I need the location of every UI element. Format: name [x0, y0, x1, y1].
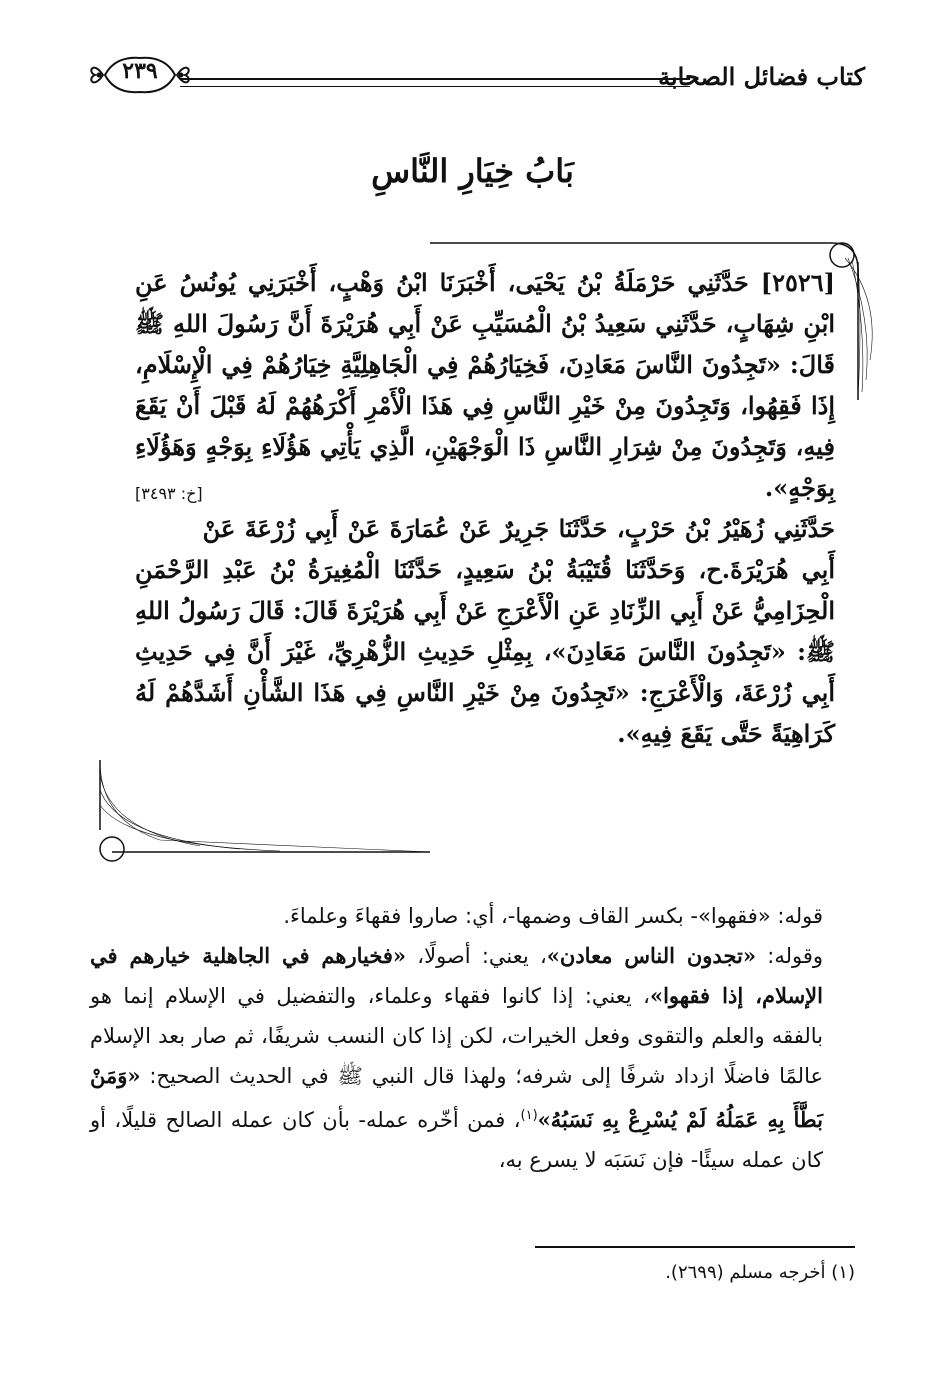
quoted-hadith-phrase: «فخيارهم في الجاهلية خيارهم في الإسلام، إذا فقهوا»: [90, 943, 823, 1008]
commentary-paragraph-2: [90, 936, 855, 1180]
hadith-2526: [135, 262, 835, 508]
quoted-hadith-phrase: «وَمَنْ بَطَّأَ بِهِ عَمَلُهُ لَمْ يُسْرِعْ بِهِ نَسَبُهُ»: [90, 1063, 823, 1132]
quoted-hadith-phrase: «تجدون الناس معادن»: [546, 943, 756, 968]
page-header: [85, 52, 865, 102]
hadith-2526-second-chain: حَدَّثَنِي زُهَيْرُ بْنُ حَرْبٍ، حَدَّثَنَا جَرِيرٌ عَنْ عُمَارَةَ عَنْ أَبِي زُرْعَةَ عَنْ أَبِي هُرَيْرَةَ.ح، وَحَدَّثَنَا قُتَيْبَةُ بْنُ سَعِيدٍ، حَدَّثَنَا الْمُغِيرَةُ بْنُ عَبْدِ الرَّحْمَنِ الْحِزَامِيُّ عَنْ أَبِي الزِّنَادِ عَنِ الْأَعْرَجِ عَنْ أَبِي هُرَيْرَةَ قَالَ: قَالَ رَسُولُ اللهِ ﷺ: «تَجِدُونَ النَّاسَ مَعَادِنَ»، بِمِثْلِ حَدِيثِ الزُّهْرِيِّ، غَيْرَ أَنَّ فِي حَدِيثِ أَبِي زُرْعَةَ، وَالْأَعْرَجِ: «تَجِدُونَ مِنْ خَيْرِ النَّاسِ فِي هَذَا الشَّأْنِ أَشَدَّهُمْ لَهُ كَرَاهِيَةً حَتَّى يَقَعَ فِيهِ».: [135, 514, 835, 748]
header-rule: [180, 78, 690, 87]
footnote-marker: (١): [520, 1108, 538, 1123]
footnote-1: (١) أخرجه مسلم (٢٦٩٩).: [665, 1262, 855, 1283]
commentary-text: ، يعني: إذا كانوا فقهاء وعلماء، والتفضيل في الإسلام إنما هو بالفقه والعلم والتقوى وفعل الخيرات، لكن إذا كان النسب شريفًا، ثم صار بعد الإسلام عالمًا فاضلًا ازداد شرفًا إلى شرفه؛ ولهذا قال النبي ﷺ في الحديث الصحيح:: [90, 984, 823, 1088]
footnote-divider: [535, 1246, 855, 1248]
page-number: ٢٣٩: [122, 58, 158, 84]
hadith-block: [135, 262, 835, 754]
commentary-text: وقوله:: [755, 944, 824, 968]
commentary-text: ، يعني: أصولًا،: [406, 944, 547, 968]
takhrij-reference: [خ: ٣٤٩٣]: [135, 484, 203, 503]
book-title: كتاب فضائل الصحابة: [658, 62, 865, 91]
chapter-title: بَابُ خِيَارِ النَّاسِ: [371, 152, 574, 190]
commentary-paragraph-1: قوله: «فقهوا»- بكسر القاف وضمها-، أي: صاروا فقهاءَ وعلماءَ.: [283, 904, 823, 928]
bottom-left-corner-ornament: [100, 760, 430, 861]
commentary: [90, 896, 855, 1180]
hadith-2526-text: [٢٥٢٦] حَدَّثَنِي حَرْمَلَةُ بْنُ يَحْيَى، أَخْبَرَنَا ابْنُ وَهْبٍ، أَخْبَرَنِي يُونُسُ عَنِ ابْنِ شِهَابٍ، حَدَّثَنِي سَعِيدُ بْنُ الْمُسَيِّبِ عَنْ أَبِي هُرَيْرَةَ أَنَّ رَسُولَ اللهِ ﷺ قَالَ: «تَجِدُونَ النَّاسَ مَعَادِنَ، فَخِيَارُهُمْ فِي الْجَاهِلِيَّةِ خِيَارُهُمْ فِي الْإِسْلَامِ، إِذَا فَقِهُوا، وَتَجِدُونَ مِنْ خَيْرِ النَّاسِ فِي هَذَا الْأَمْرِ أَكْرَهُهُمْ لَهُ قَبْلَ أَنْ يَقَعَ فِيهِ، وَتَجِدُونَ مِنْ شِرَارِ النَّاسِ ذَا الْوَجْهَيْنِ، الَّذِي يَأْتِي هَؤُلَاءِ بِوَجْهٍ وَهَؤُلَاءِ بِوَجْهٍ».: [135, 268, 836, 502]
commentary-text: ، فمن أخّره عمله- بأن كان عمله الصالح قليلًا، أو كان عمله سيئًا- فإن نَسَبَه لا يسرع به،: [90, 1108, 823, 1172]
